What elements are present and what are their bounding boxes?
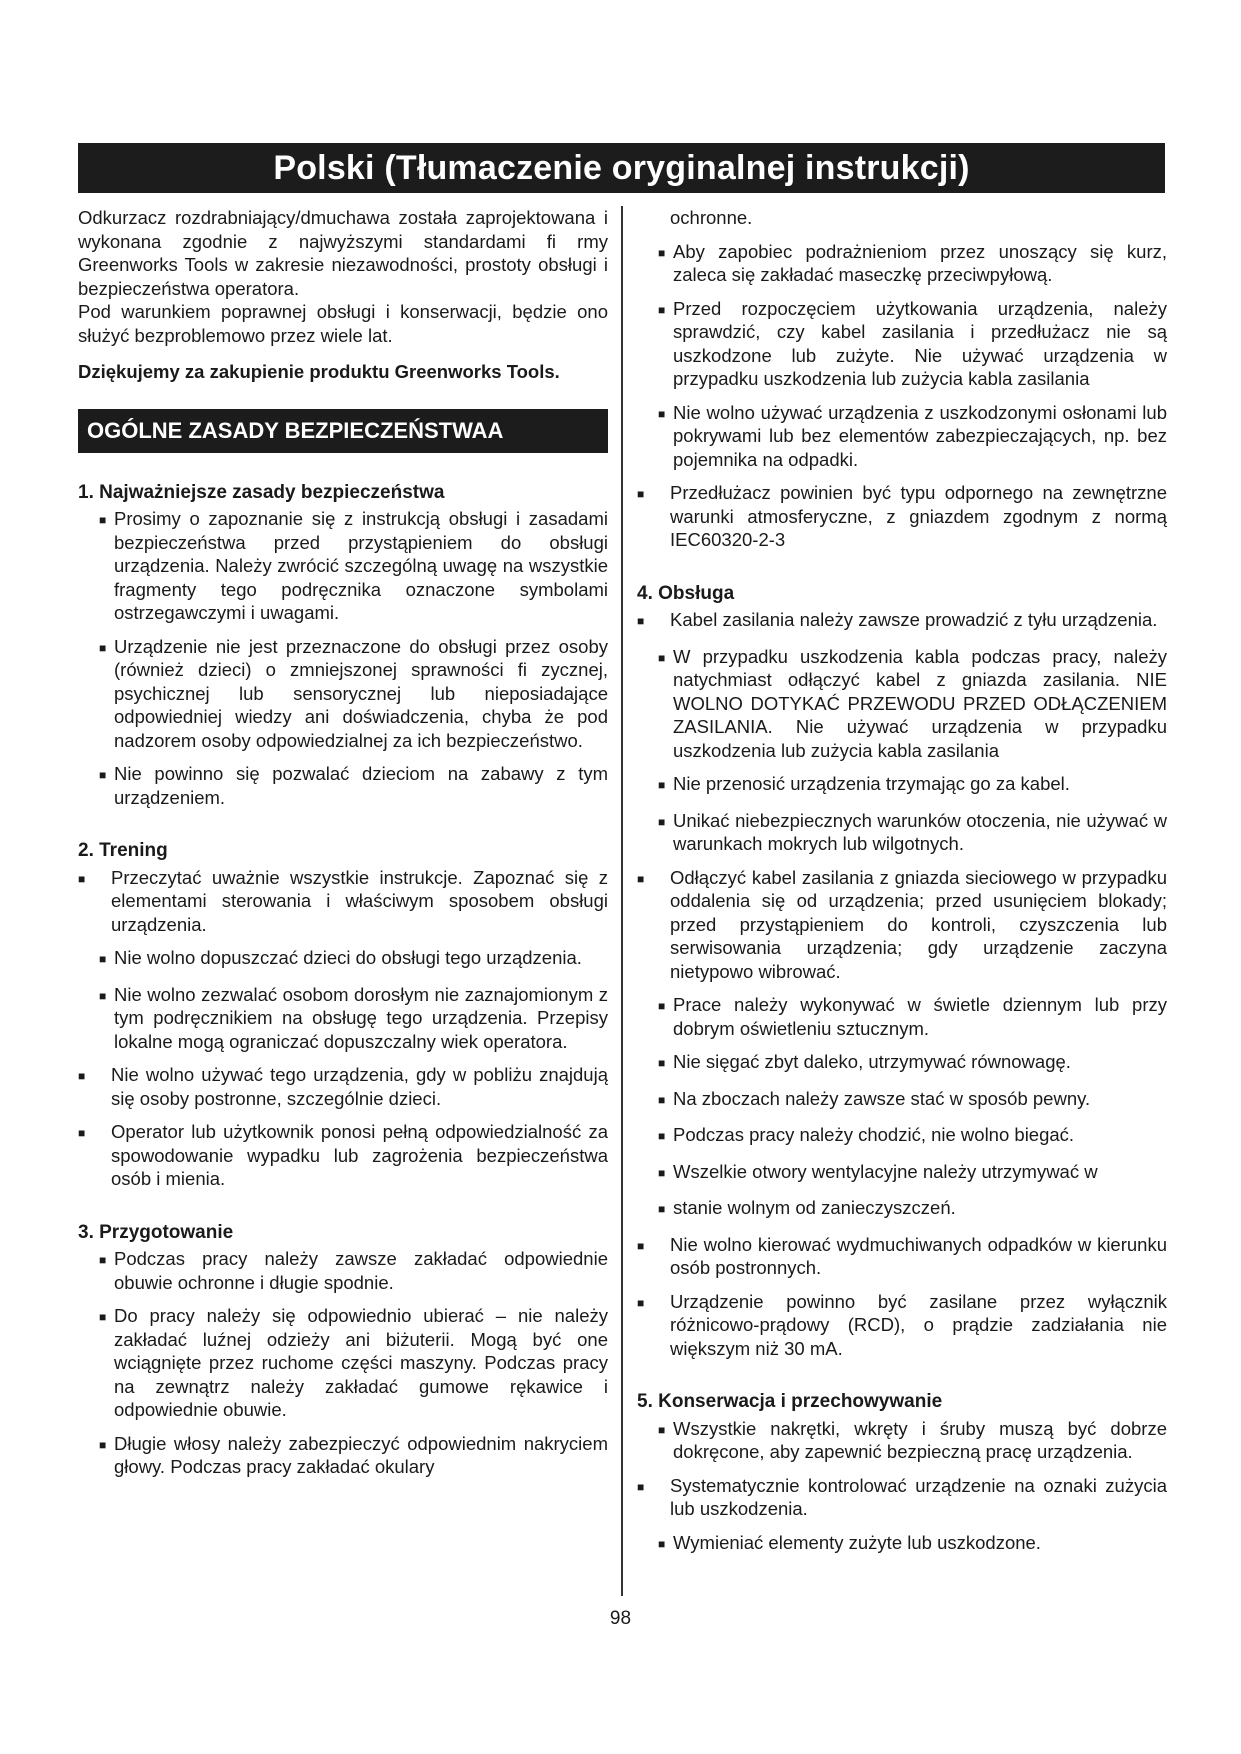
list-item: ■ Kabel zasilania należy zawsze prowadzić z tyłu urządzenia. (637, 608, 1167, 635)
bullet-icon (99, 1247, 114, 1294)
list-item: ■ Unikać niebezpiecznych warunków otoczenia, nie używać w warunkach mokrych lub wilgotnych. (637, 809, 1167, 856)
list-item: ■ Nie wolno zezwalać osobom dorosłym nie zaznajomionym z tym podręcznikiem na obsługę tego urządzenia. Przepisy lokalne mogą ograniczać dopuszczalny wiek operatora. (78, 983, 608, 1054)
bullet-icon (658, 993, 673, 1040)
subsection-title: 2. Trening (78, 840, 168, 861)
page-number: 98 (609, 1608, 632, 1629)
bullet-icon (637, 1474, 670, 1521)
bullet-icon (658, 772, 673, 799)
bullet-icon (78, 1063, 111, 1110)
bullet-icon (658, 1087, 673, 1114)
list-item: ■ Wymieniać elementy zużyte lub uszkodzone. (637, 1531, 1167, 1558)
bullet-icon (99, 983, 114, 1054)
page-title: Polski (Tłumaczenie oryginalnej instrukcji) (78, 143, 1165, 193)
intro-paragraph: Pod warunkiem poprawnej obsługi i konserwacji, będzie ono służyć bezproblemowo przez wiele lat. (78, 301, 608, 346)
list-item: ■ Urządzenie powinno być zasilane przez wyłącznik różnicowo-prądowy (RCD), o prądzie zadziałania nie większym niż 30 mA. (637, 1290, 1167, 1361)
bullet-icon (658, 1417, 673, 1464)
list-item: ■ stanie wolnym od zanieczyszczeń. (637, 1196, 1167, 1223)
list-item: ■ Podczas pracy należy zawsze zakładać odpowiednie obuwie ochronne i długie spodnie. (78, 1247, 608, 1294)
list-item: ■ Systematycznie kontrolować urządzenie na oznaki zużycia lub uszkodzenia. (637, 1474, 1167, 1521)
list-item: ■ Urządzenie nie jest przeznaczone do obsługi przez osoby (również dzieci) o zmniejszonej sprawności fi zycznej, psychicznej lub sensorycznej lub nieposiadające odpowiedniej wiedzy ani doświadczenia, chyba że pod nadzorem osoby odpowiedzialnej za ich bezpieczeństwo. (78, 635, 608, 753)
list-item: ■ Nie wolno używać urządzenia z uszkodzonymi osłonami lub pokrywami lub bez elementów zabezpieczających, np. bez pojemnika na odpadki. (637, 401, 1167, 472)
bullet-icon (637, 481, 670, 552)
subsection-title: 4. Obsługa (637, 582, 735, 604)
bullet-icon (78, 1120, 111, 1191)
column-divider (621, 206, 623, 1596)
list-item: ■ Prosimy o zapoznanie się z instrukcją obsługi i zasadami bezpieczeństwa przed przystąpieniem do obsługi urządzenia. Należy zwrócić szczególną uwagę na wszystkie fragmenty tego podręcznika oznaczone symbolami ostrzegawczymi i uwagami. (78, 507, 608, 625)
bullet-icon (658, 1196, 673, 1223)
bullet-icon (99, 1304, 114, 1422)
list-item: ■ Nie wolno kierować wydmuchiwanych odpadków w kierunku osób postronnych. (637, 1233, 1167, 1280)
list-item: ■ Prace należy wykonywać w świetle dziennym lub przy dobrym oświetleniu sztucznym. (637, 993, 1167, 1040)
bullet-icon (637, 866, 670, 984)
section-heading: OGÓLNE ZASADY BEZPIECZEŃSTWAA (78, 409, 608, 453)
bullet-icon (99, 762, 114, 809)
left-column (78, 206, 608, 1479)
continued-text: ochronne. (670, 207, 753, 228)
thanks-note: Dziękujemy za zakupienie produktu Greenworks Tools. (78, 361, 560, 382)
list-item: ■ Do pracy należy się odpowiednio ubierać – nie należy zakładać luźnej odzieży ani biżuterii. Mogą być one wciągnięte przez ruchome części maszyny. Podczas pracy na zewnątrz należy zakładać gumowe rękawice i odpowiednie obuwie. (78, 1304, 608, 1422)
bullet-icon (658, 645, 673, 763)
bullet-icon (658, 1123, 673, 1150)
list-item: ■ Podczas pracy należy chodzić, nie wolno biegać. (637, 1123, 1167, 1150)
subsection-title: 1. Najważniejsze zasady bezpieczeństwa (78, 481, 445, 503)
bullet-icon (637, 1290, 670, 1361)
list-item: ■ Przeczytać uważnie wszystkie instrukcje. Zapoznać się z elementami sterowania i właściwym sposobem obsługi urządzenia. (78, 866, 608, 937)
bullet-icon (99, 1432, 114, 1479)
list-item: ■ Operator lub użytkownik ponosi pełną odpowiedzialność za spowodowanie wypadku lub zagrożenia bezpieczeństwa osób i mienia. (78, 1120, 608, 1191)
bullet-icon (99, 946, 114, 973)
list-item: ■ Odłączyć kabel zasilania z gniazda sieciowego w przypadku oddalenia się od urządzenia; przed usunięciem blokady; przed przystąpieniem do kontroli, czyszczenia lub serwisowania urządzenia; gdy urządzenie zaczyna nietypowo wibrować. (637, 866, 1167, 984)
list-item: ■ Nie przenosić urządzenia trzymając go za kabel. (637, 772, 1167, 799)
bullet-icon (658, 240, 673, 287)
bullet-icon (658, 1531, 673, 1558)
subsection-title: 3. Przygotowanie (78, 1221, 234, 1243)
list-item: ■ Przed rozpoczęciem użytkowania urządzenia, należy sprawdzić, czy kabel zasilania i przedłużacz nie są uszkodzone lub zużyte. Nie używać urządzenia w przypadku uszkodzenia lub zużycia kabla zasilania (637, 297, 1167, 391)
list-item: ■ Aby zapobiec podrażnieniom przez unoszący się kurz, zaleca się zakładać maseczkę przeciwpyłową. (637, 240, 1167, 287)
bullet-icon (99, 635, 114, 753)
bullet-icon (78, 866, 111, 937)
list-item: ■ Wszystkie nakrętki, wkręty i śruby muszą być dobrze dokręcone, aby zapewnić bezpieczną pracę urządzenia. (637, 1417, 1167, 1464)
intro-paragraph: Odkurzacz rozdrabniający/dmuchawa została zaprojektowana i wykonana zgodnie z najwyższymi standardami fi rmy Greenworks Tools w zakresie niezawodności, prostoty obsługi i bezpieczeństwa operatora. (78, 207, 608, 299)
list-item: ■ Na zboczach należy zawsze stać w sposób pewny. (637, 1087, 1167, 1114)
right-column (637, 206, 1167, 1557)
bullet-icon (658, 809, 673, 856)
bullet-icon (637, 1233, 670, 1280)
bullet-icon (658, 297, 673, 391)
list-item: ■ Nie wolno dopuszczać dzieci do obsługi tego urządzenia. (78, 946, 608, 973)
list-item: ■ Nie powinno się pozwalać dzieciom na zabawy z tym urządzeniem. (78, 762, 608, 809)
list-item: ■ Nie sięgać zbyt daleko, utrzymywać równowagę. (637, 1050, 1167, 1077)
bullet-icon (637, 608, 670, 635)
list-item: ■ W przypadku uszkodzenia kabla podczas pracy, należy natychmiast odłączyć kabel z gniazda zasilania. NIE WOLNO DOTYKAĆ PRZEWODU PRZED ODŁĄCZENIEM ZASILANIA. Nie używać urządzenia w przypadku uszkodzenia lub zużycia kabla zasilania (637, 645, 1167, 763)
bullet-icon (658, 401, 673, 472)
bullet-icon (658, 1160, 673, 1187)
list-item: ■ Nie wolno używać tego urządzenia, gdy w pobliżu znajdują się osoby postronne, szczególnie dzieci. (78, 1063, 608, 1110)
bullet-icon (658, 1050, 673, 1077)
list-item: ■ Długie włosy należy zabezpieczyć odpowiednim nakryciem głowy. Podczas pracy zakładać okulary (78, 1432, 608, 1479)
list-item: ■ Przedłużacz powinien być typu odpornego na zewnętrzne warunki atmosferyczne, z gniazdem zgodnym z normą IEC60320-2-3 (637, 481, 1167, 552)
list-item: ■ Wszelkie otwory wentylacyjne należy utrzymywać w (637, 1160, 1167, 1187)
subsection-title: 5. Konserwacja i przechowywanie (637, 1391, 943, 1412)
bullet-icon (99, 507, 114, 625)
